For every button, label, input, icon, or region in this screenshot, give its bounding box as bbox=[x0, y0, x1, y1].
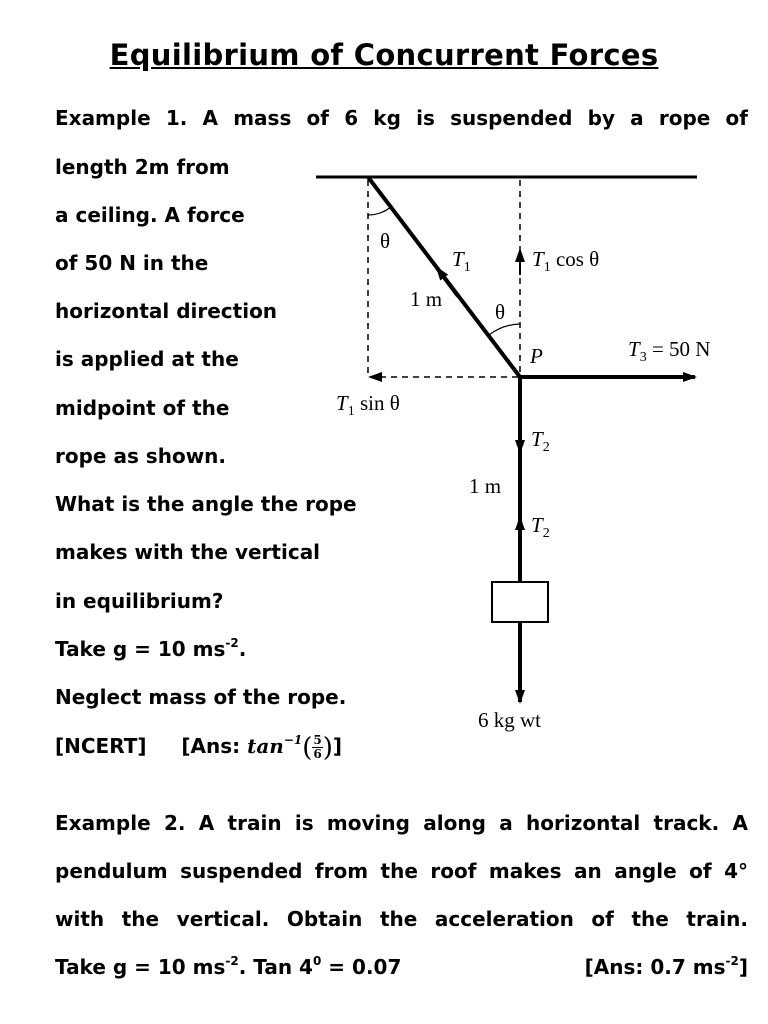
example1-text-line: length 2m from bbox=[55, 155, 230, 179]
angle-arc-mid bbox=[489, 324, 520, 335]
example1-text-line: a ceiling. A force bbox=[55, 203, 245, 227]
example1-text-line: What is the angle the rope bbox=[55, 492, 357, 516]
example1-g-value: Take g = 10 $ms^{-2}$. bbox=[55, 636, 247, 661]
example2-line1: Example 2. A train is moving along a horizontal track. A bbox=[55, 811, 748, 835]
example2-answer: [Ans: 0.7 $ms^{-2}$] bbox=[584, 954, 748, 979]
angle-arc-top bbox=[368, 207, 391, 215]
example1-answer: [NCERT] [Ans: $\tan^{-1}$( $\frac{5}{6}$ )] bbox=[55, 733, 343, 763]
t2-upper-label: $T_2$ bbox=[531, 427, 550, 455]
weight-label: 6 kg wt bbox=[478, 708, 541, 732]
point-p-label: P bbox=[530, 344, 543, 368]
answer-fraction: $\frac{5}{6}$ bbox=[313, 733, 322, 761]
example1-text-line: midpoint of the bbox=[55, 396, 230, 420]
example2-line2: pendulum suspended from the roof makes an angle of 4° bbox=[55, 859, 748, 883]
example1-text-line: in equilibrium? bbox=[55, 589, 224, 613]
example1-text-line: is applied at the bbox=[55, 347, 239, 371]
t2-lower-label: $T_2$ bbox=[531, 513, 550, 541]
theta-top-label: θ bbox=[380, 229, 391, 253]
example1-neglect-note: Neglect mass of the rope. bbox=[55, 685, 347, 709]
example2-line3: with the vertical. Obtain the acceleration of the train. bbox=[55, 907, 748, 931]
t3-label: $T_3 = 50$ N bbox=[628, 337, 711, 365]
theta-mid-label: θ bbox=[495, 300, 506, 324]
page-title: Equilibrium of Concurrent Forces bbox=[109, 38, 659, 72]
t1-label: $T_1$ bbox=[452, 247, 471, 275]
length-upper-label: 1 m bbox=[410, 287, 443, 311]
source-tag: [NCERT] bbox=[55, 734, 147, 758]
example1-text-line: makes with the vertical bbox=[55, 540, 321, 564]
example2-given-values: Take g = 10 $ms^{-2}$. Tan $4^0 = 0.07$ bbox=[55, 954, 402, 979]
example1-text-line: horizontal direction bbox=[55, 299, 278, 323]
example1-text-line: rope as shown. bbox=[55, 444, 227, 468]
t1-sin-label: $T_1$ sin θ bbox=[336, 391, 400, 419]
mass-block bbox=[492, 582, 548, 622]
example1-line1: Example 1. A mass of 6 kg is suspended by a rope of bbox=[55, 106, 748, 130]
t1-cos-label: $T_1$ cos θ bbox=[532, 247, 600, 275]
example1-text-line: of 50 N in the bbox=[55, 251, 209, 275]
length-lower-label: 1 m bbox=[469, 474, 502, 498]
